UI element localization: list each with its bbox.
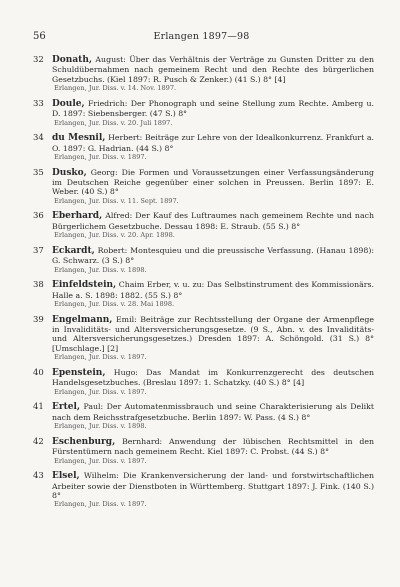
entry-author: du Mesnil, bbox=[52, 133, 106, 144]
entry-author: Epenstein, bbox=[52, 367, 106, 378]
entry-meta: Erlangen, Jur. Diss. v. 1898. bbox=[54, 422, 147, 431]
entry-text: Bernhard: Anwendung der lübischen Rechtsmittel in den Fürstentümern nach gemeinem Recht. Kiel 1897: C. Probst. (44 S.) 8° bbox=[52, 436, 374, 457]
entry-meta: Erlangen, Jur. Diss. v. 1897. bbox=[54, 353, 147, 362]
entry-text: Herbert: Beiträge zur Lehre von der Idealkonkurrenz. Frankfurt a. O. 1897: G. Hadrian. (44 S.) 8° bbox=[52, 133, 375, 153]
entry-meta: Erlangen, Jur. Diss. v. 1898. bbox=[54, 265, 147, 274]
entry-author: Eberhard, bbox=[52, 211, 103, 222]
entry-meta: Erlangen, Jur. Diss. v. 20. Apr. 1898. bbox=[54, 231, 175, 240]
entry-author: Elsel, bbox=[52, 471, 80, 482]
entry-meta: Erlangen, Jur. Diss. v. 1897. bbox=[54, 500, 147, 509]
list-item bbox=[33, 55, 374, 93]
entry-text: Robert: Montesquieu und die preussische Verfassung. (Hanau 1898): G. Schwarz. (3 S.) 8° bbox=[52, 245, 374, 266]
list-item bbox=[33, 471, 374, 509]
entry-text: Georg: Die Formen und Voraussetzungen einer Verfassungsänderung im Deutschen Reiche gegenüber einer solchen in Preussen. Berlin 1897: E. Weber. (40 S.) 8° bbox=[52, 167, 374, 197]
entry-meta: Erlangen, Jur. Diss. v. 1897. bbox=[54, 153, 147, 162]
entry-text: Hugo: Das Mandat im Konkurrenzgerecht des deutschen Handelsgesetzbuches. (Breslau 1897: 1. Schatzky. (40 S.) 8° [4] bbox=[52, 367, 374, 388]
list-item bbox=[33, 368, 374, 396]
entry-meta: Erlangen, Jur. Diss. v. 20. Juli 1897. bbox=[54, 118, 173, 127]
entry-number: 38 bbox=[33, 280, 44, 291]
list-item bbox=[33, 211, 374, 239]
list-item bbox=[33, 437, 374, 465]
list-item bbox=[33, 402, 374, 430]
entry-meta: Erlangen, Jur. Diss. v. 14. Nov. 1897. bbox=[54, 84, 177, 93]
entry-text: Friedrich: Der Phonograph und seine Stellung zum Rechte. Amberg u. D. 1897: Siebensberger. (47 S.) 8° bbox=[52, 98, 374, 119]
entry-text: Wilhelm: Die Krankenversicherung der land- und forstwirtschaftlichen Arbeiter sowie der Dienstboten in Württemberg. Stuttgart 1897: J. Fink. (140 S.) 8° bbox=[52, 471, 374, 500]
entry-number: 42 bbox=[33, 436, 44, 447]
list-item bbox=[33, 99, 374, 127]
entry-text: Chaim Erber, v. u. zu: Das Selbstinstrument des Kommissionärs. Halle a. S. 1898: 1882. (55 S.) 8° bbox=[52, 280, 374, 300]
entry-meta: Erlangen, Jur. Diss. v. 1897. bbox=[54, 387, 147, 396]
list-item bbox=[33, 168, 374, 206]
entry-meta: Erlangen, Jur. Diss. v. 1897. bbox=[54, 456, 147, 465]
entry-author: Doule, bbox=[52, 98, 85, 109]
page-number: 56 bbox=[33, 31, 46, 42]
list-item bbox=[33, 246, 374, 274]
entry-author: Einfeldstein, bbox=[52, 280, 117, 291]
entry-text: Alfred: Der Kauf des Luftraumes nach gemeinem Rechte und nach Bürgerlichem Gesetzbuche. Dessau 1898: E. Straub. (55 S.) 8° bbox=[52, 211, 374, 231]
entry-author: Donath, bbox=[52, 55, 93, 65]
bibliography-list bbox=[33, 55, 374, 515]
entry-author: Dusko, bbox=[52, 167, 87, 178]
list-item bbox=[33, 133, 374, 161]
entry-number: 32 bbox=[33, 55, 44, 65]
entry-number: 41 bbox=[33, 402, 44, 413]
list-item bbox=[33, 315, 374, 362]
entry-number: 34 bbox=[33, 133, 44, 144]
entry-author: Eschenburg, bbox=[52, 436, 116, 447]
entry-text: Paul: Der Automatenmissbrauch und seine Charakterisierung als Delikt nach dem Reichsstrafgesetzbuche. Berlin 1897: W. Pass. (4 S.) 8° bbox=[52, 402, 374, 422]
entry-author: Ertel, bbox=[52, 402, 81, 413]
entry-meta: Erlangen, Jur. Diss. v. 11. Sept. 1897. bbox=[54, 196, 179, 205]
entry-number: 33 bbox=[33, 98, 44, 109]
entry-meta: Erlangen, Jur. Diss. v. 28. Mai 1898. bbox=[54, 300, 175, 309]
entry-number: 36 bbox=[33, 211, 44, 222]
entry-number: 43 bbox=[33, 471, 44, 482]
entry-number: 39 bbox=[33, 314, 44, 325]
entry-number: 37 bbox=[33, 245, 44, 256]
entry-text: Emil: Beiträge zur Rechtsstellung der Organe der Armenpflege in Invaliditäts- und Altersversicherungsgesetze. (9 S., Abn. v. des Invaliditäts- und Altersversicherungsgesetzes.) Dresden 1897: A. Schöngold. (31 S.) 8° [Umschlage.] [2] bbox=[52, 314, 374, 353]
running-title: Erlangen 1897—98 bbox=[153, 31, 250, 42]
page-header bbox=[33, 31, 370, 45]
entry-author: Engelmann, bbox=[52, 314, 113, 325]
entry-number: 40 bbox=[33, 367, 44, 378]
entry-author: Eckardt, bbox=[52, 245, 95, 256]
entry-text: August: Über das Verhältnis der Verträge zu Gunsten Dritter zu den Schuldübernahmen nach gemeinem Recht und den Rechte des bürgerlichen Gesetzbuchs. (Kiel 1897: R. Pusch & Zenker.) (41 S.) 8° [4] bbox=[52, 55, 374, 84]
entry-number: 35 bbox=[33, 167, 44, 178]
list-item bbox=[33, 280, 374, 308]
